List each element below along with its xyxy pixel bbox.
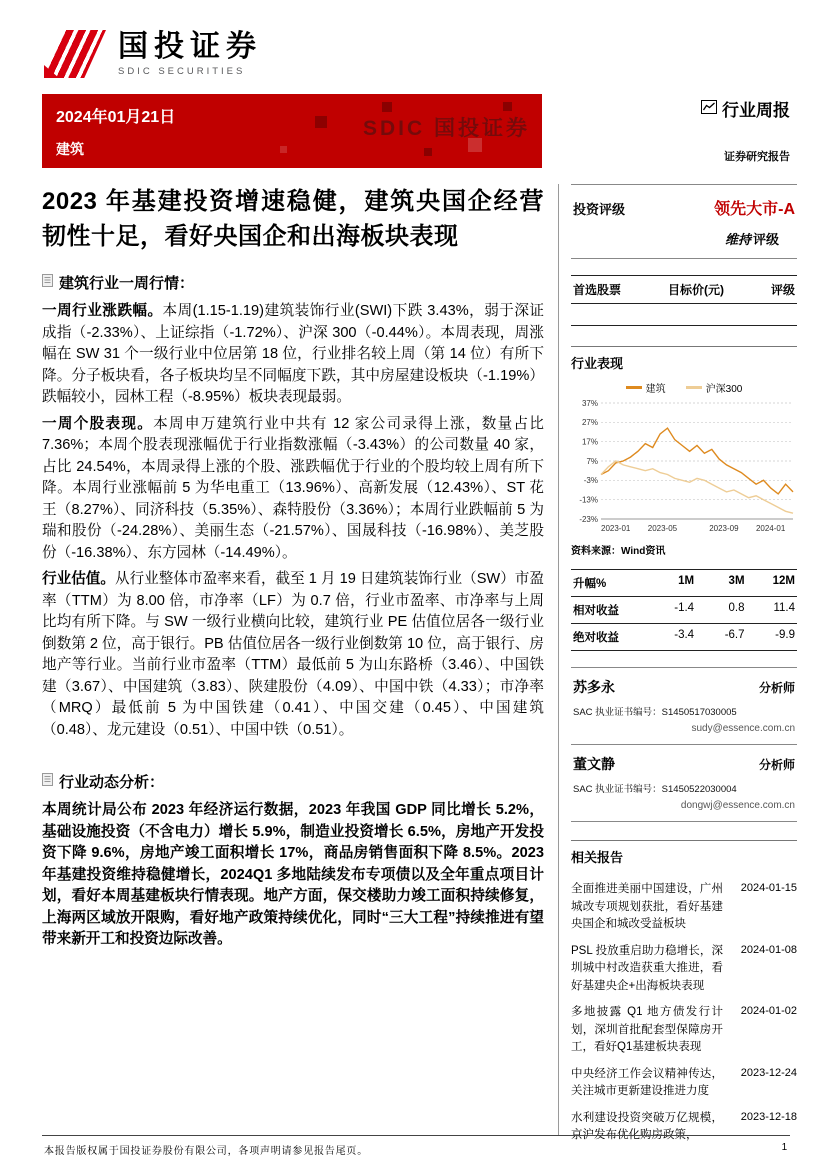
related-report-title: 全面推进美丽中国建设，广州城改专项规划获批，看好基建央国企和城改受益板块 — [571, 883, 723, 930]
line-chart-icon — [701, 99, 717, 119]
related-reports-section — [571, 840, 797, 1145]
related-report-title: 多地披露 Q1 地方债发行计划，深圳首批配套型保障房开工，看好Q1基建板块表现 — [571, 1006, 723, 1053]
paragraph-text: 本周(1.15-1.19)建筑装饰行业(SWI)下跌 3.43%，弱于深证成指（-2.33%）、上证综指（-1.72%）、沪深 300（-0.44%）。本周表现，周涨幅在 SW 31 个一级行业中位居第 18 位，行业排名较上周（第 14 位）有所下降。分子板块看，各子板块均呈不同幅度下跌，其中房屋建设板块（-1.19%）跌幅较小，园林工程（-8.95%）板块表现最弱。 — [42, 303, 544, 405]
report-title: 2023 年基建投资增速稳健，建筑央国企经营韧性十足，看好央国企和出海板块表现 — [42, 188, 544, 250]
chart-source: 资料来源：Wind资讯 — [571, 546, 666, 557]
column-header: 目标价(元) — [668, 283, 724, 297]
svg-text:-3%: -3% — [583, 476, 598, 486]
rating-maintain-row — [573, 229, 795, 248]
column-header: 12M — [772, 575, 795, 587]
page-number: 1 — [781, 1142, 788, 1153]
legend-item — [626, 380, 666, 395]
report-date: 2024年01月21日 — [56, 109, 176, 126]
section-industry-dynamics-label: 行业动态分析： — [59, 774, 165, 791]
analysts-block — [571, 667, 797, 822]
svg-text:2023-05: 2023-05 — [647, 524, 678, 533]
banner-row — [42, 94, 790, 168]
table-row — [571, 624, 797, 651]
legend-swatch-csi300 — [686, 386, 702, 389]
sidebar — [558, 184, 797, 1141]
mosaic-decoration — [468, 138, 482, 152]
analyst-card — [571, 667, 797, 744]
svg-text:2023-09: 2023-09 — [709, 524, 739, 533]
paragraph-valuation — [42, 569, 544, 741]
paragraph-text: 从行业整体市盈率来看，截至 1 月 19 日建筑装饰行业（SW）市盈率（TTM）为 8.00 倍，市净率（LF）为 0.7 倍，行业市盈率、市净率与上周比均有所下降。与 SW 一级行业横向比较，建筑行业 PE 估值位居各一级行业倒数第 2 位，高于银行。PB 估值位居各一级行业倒数第 10 位，高于银行、房地产等行业。当前行业市盈率（TTM）最低前 5 为山东路桥（3.46）、中国铁建（3.67）、中国建筑（3.83）、陕建股份（4.09）、中国中铁（4.33）；市净率（MRQ）最低前 5 为中国铁建（0.41）、中国交建（0.45）、中国建筑（0.48）、龙元建设（0.51）、中国中铁（0.51）。 — [42, 571, 544, 738]
related-report-date: 2023-12-18 — [740, 1110, 797, 1123]
section-industry-dynamics-title — [42, 771, 544, 792]
report-type-block — [542, 94, 790, 168]
cell-value: -3.4 — [674, 629, 695, 641]
legend-label: 沪深300 — [705, 384, 743, 395]
table-row — [571, 597, 797, 624]
paragraph-stock-performance — [42, 414, 544, 565]
column-header: 3M — [728, 575, 745, 587]
related-reports-title: 相关报告 — [571, 840, 797, 872]
list-item — [571, 881, 797, 934]
list-item — [571, 943, 797, 996]
rating-value: 领先大市-A — [714, 201, 795, 218]
mosaic-decoration — [503, 102, 512, 111]
paragraph-text: 本周申万建筑行业中共有 12 家公司录得上涨，数量占比 7.36%；本周个股表现涨幅优于行业指数涨幅（-3.43%）的公司数量 40 家，占比 24.54%，本周录得上涨的个股、涨跌幅优于行业的个股均较上周有所下降。本周行业涨幅前 5 为华电重工（13.96%）、高新发展（12.43%）、ST 花王（8.27%）、同济科技（5.35%）、森特股份（3.36%）；本周行业跌幅前 5 为瑞和股份（-24.28%）、美丽生态（-21.57%）、国晟科技（-16.98%）、美芝股份（-16.38%）、东方园林（-14.49%）。 — [42, 415, 544, 561]
cell-value: -1.4 — [674, 602, 695, 614]
related-report-date: 2023-12-24 — [740, 1066, 797, 1079]
cell-value: -9.9 — [775, 629, 795, 641]
analyst-name: 董文静 — [573, 756, 615, 772]
cell-value: 0.8 — [728, 602, 745, 614]
rating-block — [571, 184, 797, 259]
main-column — [42, 184, 544, 1135]
paragraph-lead: 行业估值。 — [42, 571, 115, 587]
paragraph-lead: 一周行业涨跌幅。 — [42, 303, 163, 319]
row-label: 绝对收益 — [573, 632, 619, 644]
analyst-name: 苏多永 — [573, 679, 615, 695]
industry-performance-section — [571, 346, 797, 557]
returns-table — [571, 569, 797, 651]
page-footer — [42, 1135, 790, 1157]
analyst-email: sudy@essence.com.cn — [691, 723, 795, 734]
chart-legend — [571, 380, 797, 395]
svg-text:7%: 7% — [586, 456, 598, 466]
row-label: 相对收益 — [573, 605, 619, 617]
related-report-title: 水利建设投资突破万亿规模，京沪发布优化购房政策， — [571, 1111, 723, 1141]
svg-text:17%: 17% — [581, 437, 598, 447]
legend-swatch-construction — [626, 386, 642, 389]
industry-performance-chart — [571, 397, 797, 537]
column-header: 1M — [678, 575, 695, 587]
svg-text:37%: 37% — [581, 398, 598, 408]
banner-watermark: SDIC 国投证券 — [362, 117, 530, 140]
cell-value: 11.4 — [773, 602, 795, 614]
analyst-role: 分析师 — [758, 681, 795, 695]
legend-item — [686, 380, 743, 395]
rating-maintain-suffix: 评级 — [752, 232, 779, 247]
analyst-cert: SAC 执业证书编号：S1450517030005 — [573, 707, 737, 718]
related-report-date: 2024-01-08 — [740, 943, 797, 956]
industry-performance-title: 行业表现 — [571, 346, 797, 378]
report-banner — [42, 94, 542, 168]
brand-name-en: SDIC SECURITIES — [118, 65, 246, 77]
analyst-card — [571, 744, 797, 821]
paragraph-lead: 一周个股表现。 — [42, 415, 154, 432]
mosaic-decoration — [280, 146, 287, 153]
industry-name: 建筑 — [56, 141, 84, 157]
list-item — [571, 1066, 797, 1101]
preferred-stock-table — [571, 275, 797, 326]
column-header: 升幅% — [573, 578, 607, 590]
rating-label: 投资评级 — [573, 202, 626, 217]
column-header: 评级 — [770, 283, 795, 297]
column-header: 首选股票 — [573, 283, 622, 297]
sdic-logo-icon — [42, 30, 106, 78]
analyst-role: 分析师 — [758, 758, 795, 772]
content-columns — [42, 184, 797, 1141]
brand-name-cn: 国投证券 — [118, 29, 262, 63]
section-week-review-title — [42, 272, 544, 293]
related-report-date: 2024-01-15 — [740, 882, 797, 894]
section-week-review-label: 建筑行业一周行情： — [59, 275, 195, 292]
analyst-cert: SAC 执业证书编号：S1450522030004 — [573, 784, 737, 795]
svg-text:2024-01: 2024-01 — [755, 524, 786, 533]
related-report-title: 中央经济工作会议精神传达，关注城市更新建设推进力度 — [571, 1067, 723, 1097]
related-report-date: 2024-01-02 — [740, 1005, 797, 1017]
svg-text:2023-01: 2023-01 — [601, 524, 631, 533]
logo-triangle — [44, 65, 59, 78]
report-type-label: 行业周报 — [722, 101, 790, 120]
paragraph-weekly-change — [42, 301, 544, 409]
document-icon — [42, 773, 53, 790]
returns-table-header — [571, 569, 797, 597]
mosaic-decoration — [424, 148, 432, 156]
brand-header — [42, 26, 790, 82]
report-category-label: 证券研究报告 — [724, 151, 790, 163]
paragraph-industry-dynamics: 本周统计局公布 2023 年经济运行数据，2023 年我国 GDP 同比增长 5.2%，基础设施投资（不含电力）增长 5.9%，制造业投资增长 6.5%，房地产开发投资下降 9.6%，房地产竣工面积增长 17%，商品房销售面积下降 8.5%。2023 年基建投资维持稳健增长，2024Q1 多地陆续发布专项债以及全年重点项目计划，看好本周基建板块行情表现。地产方面，保交楼助力竣工面积持续修复，上海两区域放开限购，看好地产政策持续优化，同时“三大工程”持续推进有望带来新开工和投资边际改善。 — [42, 802, 544, 947]
preferred-stock-empty-row — [571, 304, 797, 326]
rating-maintain: 维持 — [724, 232, 751, 247]
mosaic-decoration — [382, 102, 392, 112]
footer-disclaimer: 本报告版权属于国投证券股份有限公司，各项声明请参见报告尾页。 — [44, 1146, 368, 1157]
svg-text:-23%: -23% — [579, 514, 598, 524]
mosaic-decoration — [315, 116, 327, 128]
document-icon — [42, 274, 53, 291]
brand-text — [118, 29, 262, 77]
analyst-email: dongwj@essence.com.cn — [680, 800, 795, 811]
cell-value: -6.7 — [724, 629, 745, 641]
preferred-stock-header — [571, 275, 797, 304]
related-report-title: PSL 投放重启助力稳增长，深圳城中村改造获重大推进，看好基建央企+出海板块表现 — [571, 944, 723, 992]
list-item — [571, 1004, 797, 1057]
svg-text:-13%: -13% — [579, 495, 598, 505]
legend-label: 建筑 — [645, 384, 666, 395]
svg-text:27%: 27% — [581, 418, 598, 428]
